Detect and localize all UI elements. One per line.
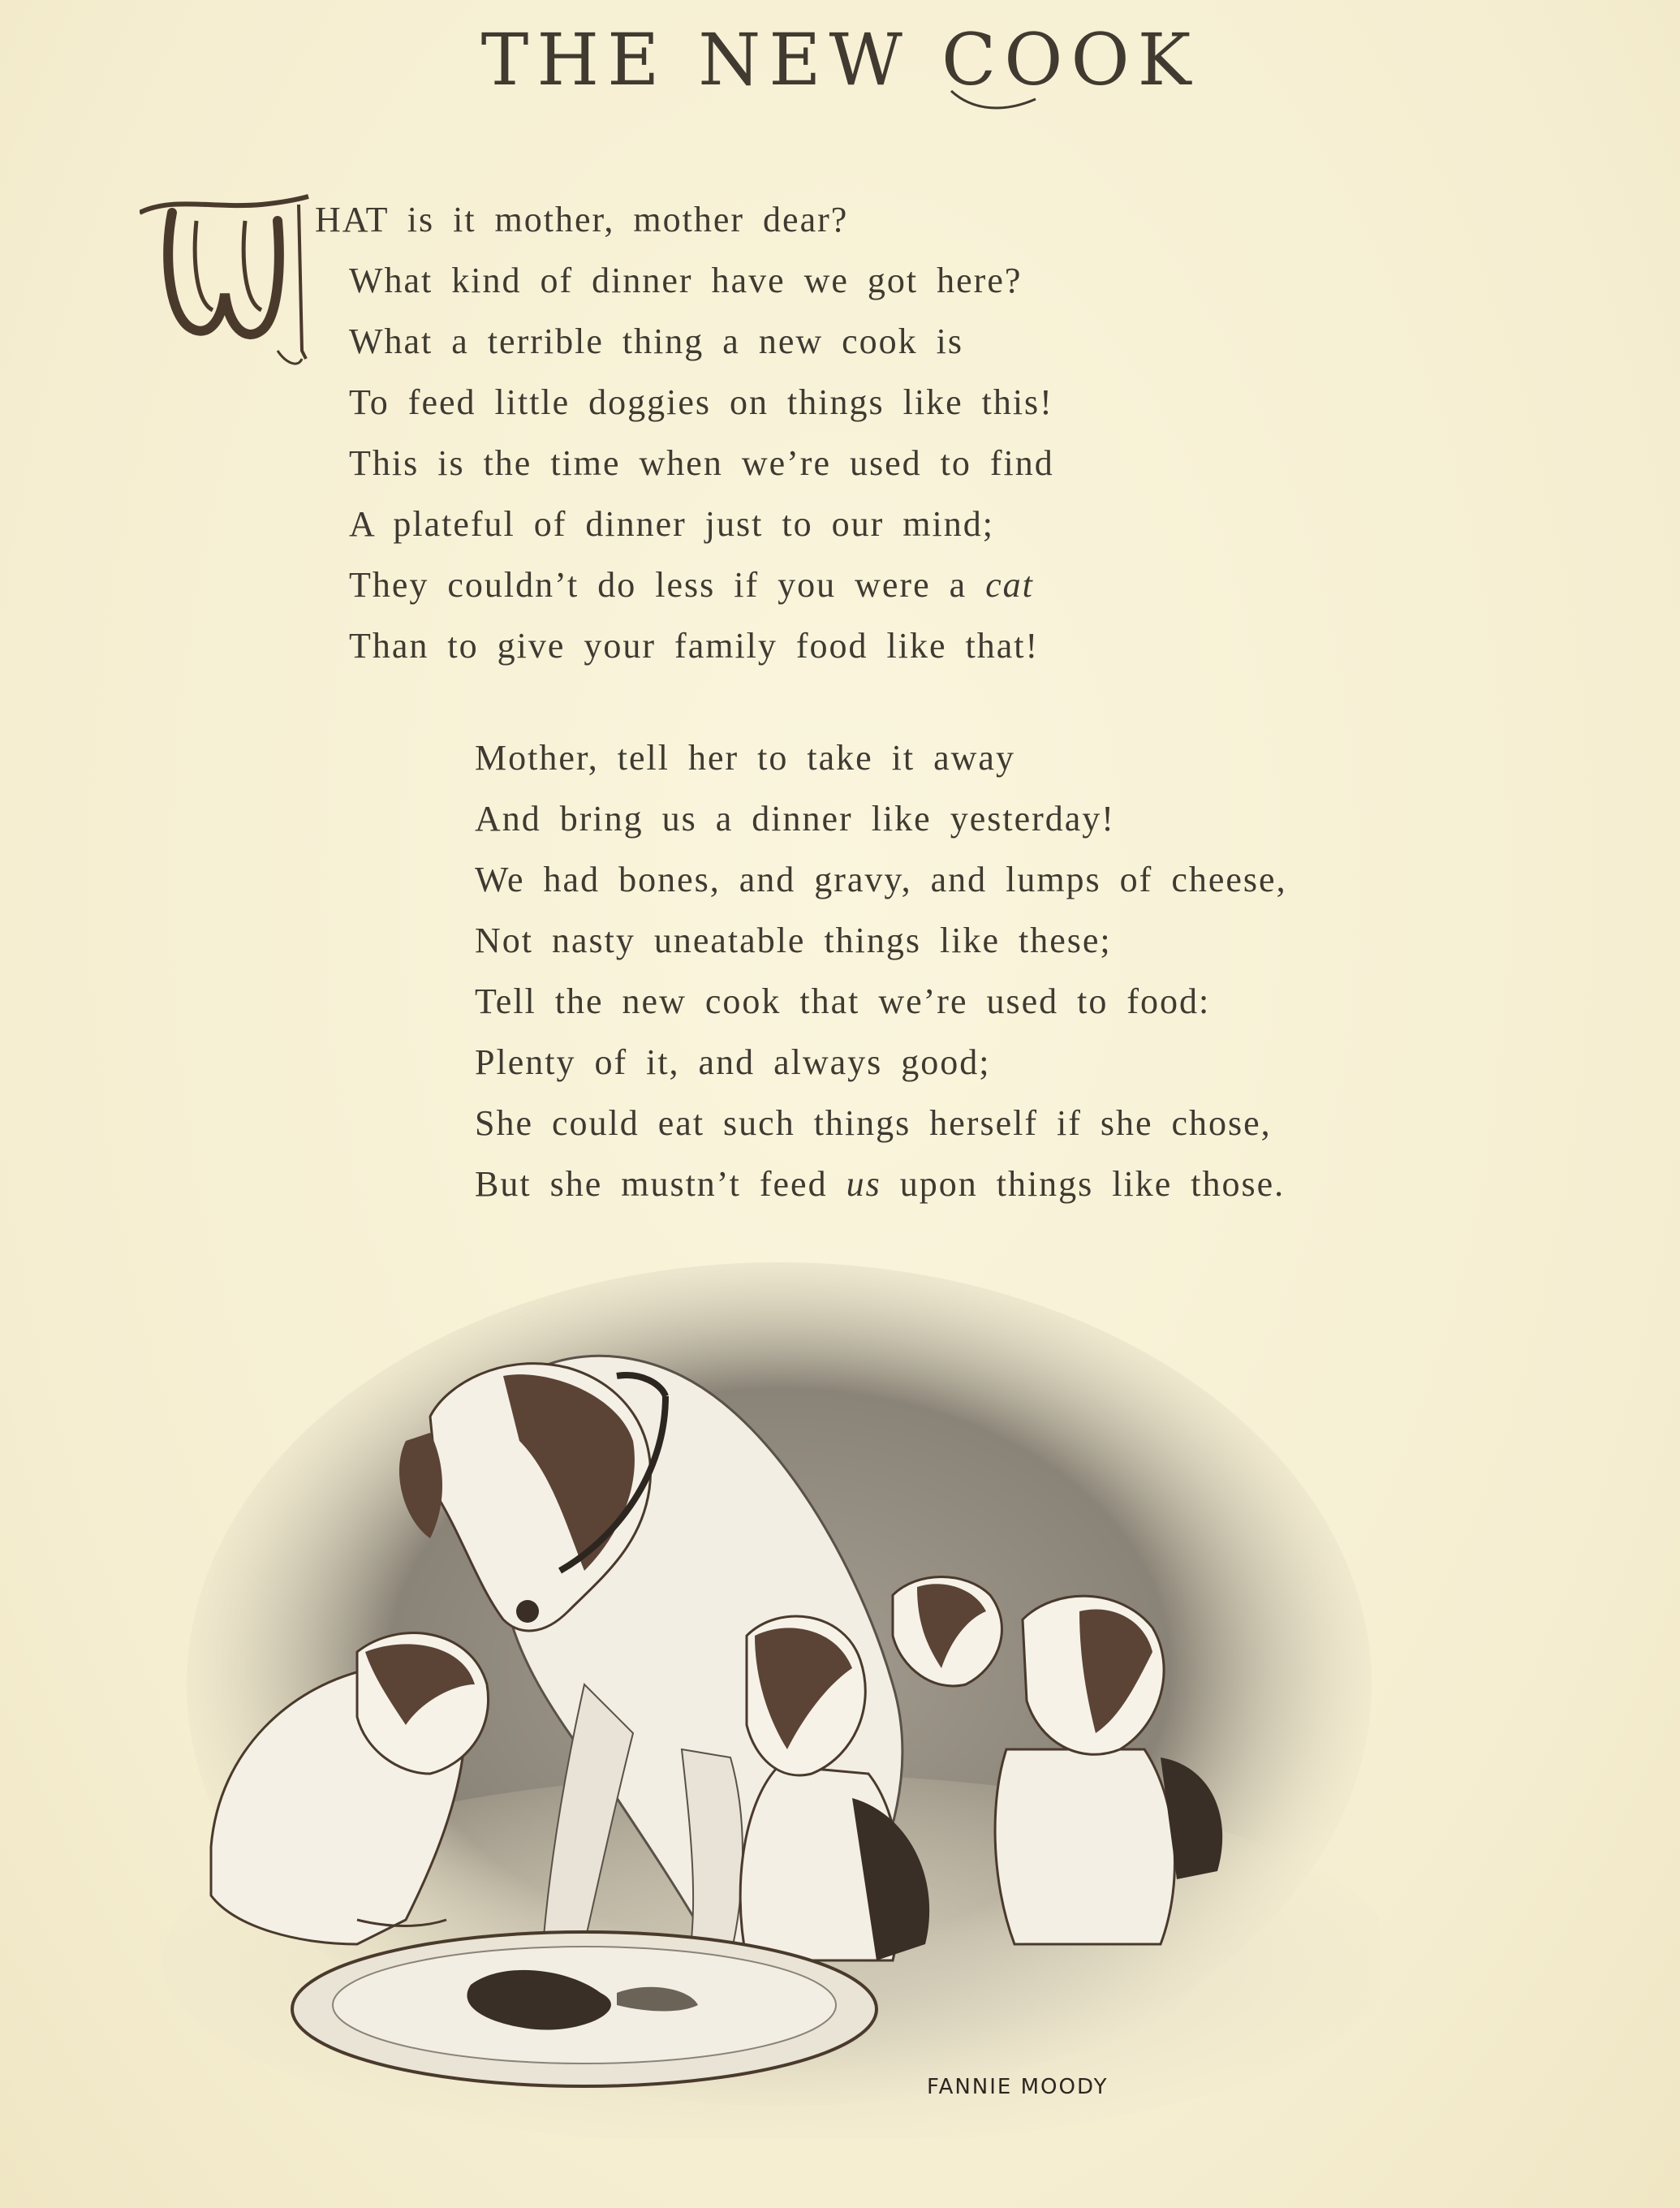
italic-word: cat [985,565,1034,605]
title-swash-flourish [950,88,1039,112]
poem-line-text: upon things like those. [899,1164,1286,1204]
poem-line: This is the time when we’re used to find [349,443,1054,483]
poem-line: HAT is it mother, mother dear? [315,200,849,239]
poem-line [349,554,1054,615]
italic-word: us [846,1164,881,1204]
poem-line: Not nasty uneatable things like these; [475,921,1112,960]
puppy-right-body [995,1749,1174,1944]
poem-line: Mother, tell her to take it away [475,738,1015,778]
poem-line: A plateful of dinner just to our mind; [349,504,994,544]
mother-dog-nose [516,1600,539,1623]
poem-line [475,1154,1287,1214]
page-title: THE NEW COOK [480,18,1200,101]
poem-line: What kind of dinner have we got here? [349,261,1023,300]
poem-line: She could eat such things herself if she chose, [475,1103,1272,1143]
dogs-illustration [162,1230,1380,2139]
poem-line: Tell the new cook that we’re used to food: [475,981,1211,1021]
stanza-1 [315,189,1054,676]
stanza-2 [475,727,1287,1214]
poem-line: What a terrible thing a new cook is [349,321,964,361]
poem-line: We had bones, and gravy, and lumps of cheese, [475,860,1287,899]
poem-line-text: But she mustn’t feed [475,1164,828,1204]
poem-line: Plenty of it, and always good; [475,1042,991,1082]
poem-line-text: They couldn’t do less if you were a [349,565,967,605]
poem-line: Than to give your family food like that! [349,626,1040,666]
drop-cap-ornament [140,188,310,375]
poem-line: To feed little doggies on things like this! [349,382,1053,422]
artist-signature: FANNIE MOODY [927,2075,1109,2099]
poem-line: And bring us a dinner like yesterday! [475,799,1115,839]
